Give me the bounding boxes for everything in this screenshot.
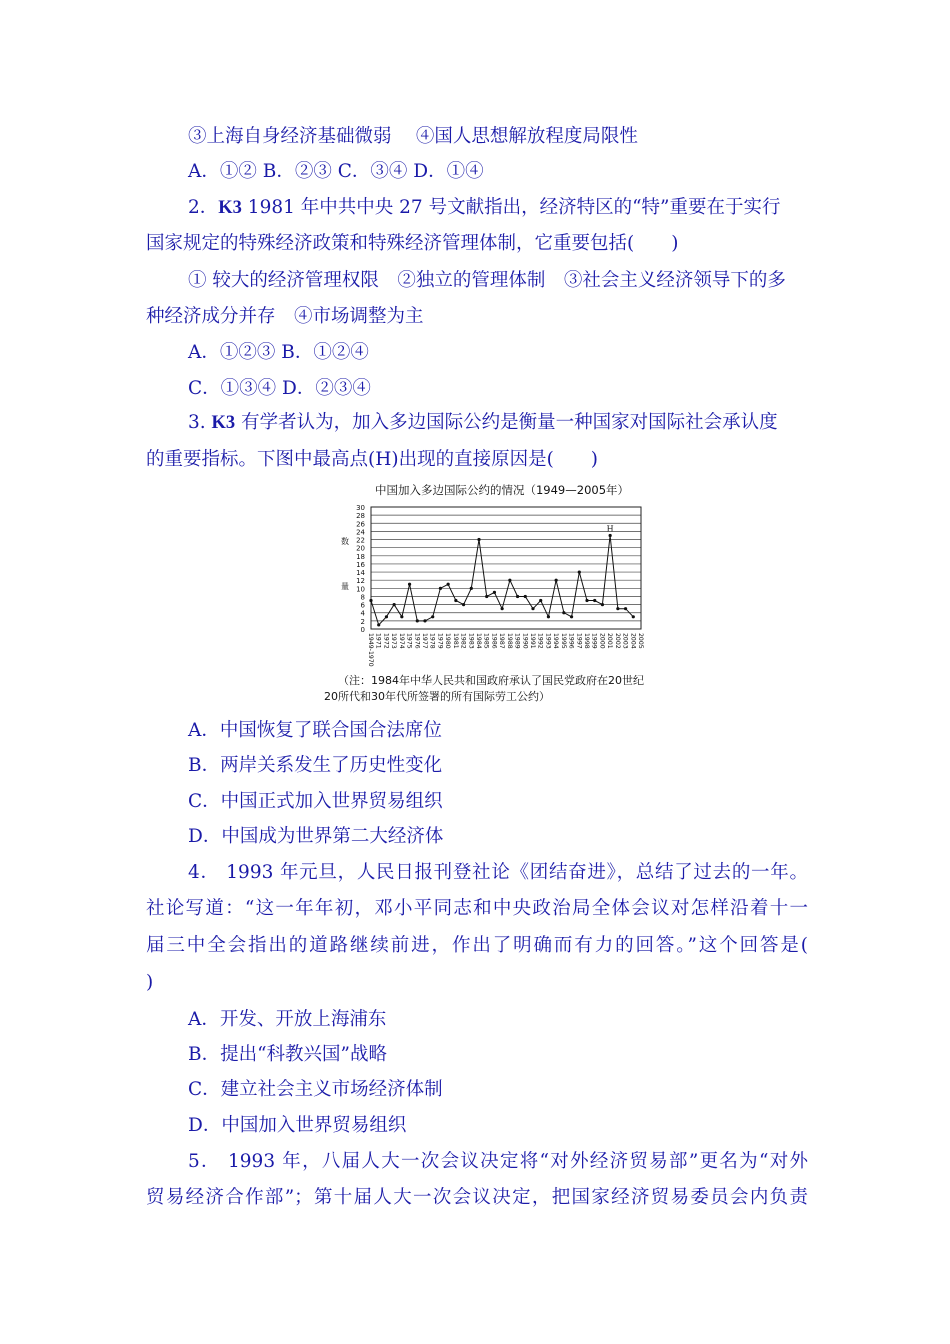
- data-point: [377, 623, 380, 626]
- q4-stem-line3: 届三中全会指出的道路继续前进，作出了明确而有力的回答。”这个回答是(: [146, 935, 808, 956]
- x-tick-label: 1991: [529, 633, 536, 649]
- data-point: [624, 607, 627, 610]
- y-tick-label: 24: [356, 528, 365, 537]
- y-tick-label: 14: [356, 569, 365, 578]
- data-point: [470, 587, 473, 590]
- data-point: [408, 583, 411, 586]
- q1-items-line: ③上海自身经济基础微弱 ④国人思想解放程度局限性: [188, 126, 638, 147]
- x-tick-label: 1983: [467, 633, 475, 649]
- peak-label: H: [606, 524, 614, 534]
- x-tick-label: 2005: [637, 633, 644, 649]
- y-tick-label: 0: [360, 626, 365, 634]
- y-tick-label: 10: [356, 585, 365, 594]
- q2-stem-line2: 国家规定的特殊经济政策和特殊经济管理体制，它重要包括( ): [146, 233, 679, 254]
- q4-option-b: B．提出“科教兴国”战略: [188, 1044, 388, 1065]
- data-point: [431, 615, 434, 618]
- x-tick-label: 1998: [583, 633, 590, 649]
- q3-option-c: C．中国正式加入世界贸易组织: [188, 791, 443, 812]
- data-point: [601, 603, 604, 606]
- x-tick-label: 1978: [428, 633, 436, 649]
- q2-items-line2: 种经济成分并存 ④市场调整为主: [146, 306, 424, 327]
- data-point: [423, 619, 426, 622]
- q4-stem-line2: 社论写道：“这一年年初，邓小平同志和中央政治局全体会议对怎样沿着十一: [146, 898, 808, 919]
- y-axis-label: 量: [341, 582, 349, 591]
- x-tick-label: 1975: [405, 633, 413, 649]
- q3-stem-line1: [188, 410, 778, 436]
- q2-stem-line1: [188, 195, 780, 221]
- x-tick-label: 2001: [606, 633, 614, 649]
- plot-frame: [371, 507, 641, 629]
- data-point: [493, 591, 496, 594]
- data-point: [555, 579, 558, 582]
- data-point: [508, 579, 511, 582]
- y-tick-label: 12: [356, 577, 365, 586]
- x-tick-label: 1996: [567, 633, 575, 649]
- data-point: [539, 599, 542, 602]
- q2-number: 2．: [188, 197, 219, 218]
- q1-options: A．①② B．②③ C．③④ D．①④: [188, 161, 484, 182]
- x-tick-label: 1985: [482, 633, 490, 649]
- data-point: [531, 607, 534, 610]
- x-tick-label: 2000: [598, 633, 606, 649]
- q4-stem-line1: 4． 1993 年元旦，人民日报刊登社论《团结奋进》，总结了过去的一年。: [188, 862, 808, 883]
- q2-items-line1: ① 较大的经济管理权限 ②独立的管理体制 ③社会主义经济领导下的多: [188, 270, 786, 291]
- q3-stem-text: 有学者认为，加入多边国际公约是衡量一种国家对国际社会承认度: [235, 412, 778, 433]
- x-tick-label: 1997: [575, 633, 583, 649]
- data-point: [609, 534, 612, 537]
- y-axis-label: 数: [341, 537, 349, 546]
- data-point: [369, 599, 372, 602]
- x-tick-label: 1974: [397, 633, 405, 649]
- q5-stem-line2: 贸易经济合作部”；第十届人大一次会议决定，把国家经济贸易委员会内负责: [146, 1187, 808, 1208]
- q2-options-line1: A．①②③ B．①②④: [188, 342, 369, 363]
- chart-note-line1: （注：1984年中华人民共和国政府承认了国民党政府在20世纪: [338, 674, 644, 687]
- data-point: [485, 595, 488, 598]
- x-tick-label: 1992: [536, 633, 544, 649]
- data-point: [501, 607, 504, 610]
- x-tick-label: 1980: [444, 633, 452, 649]
- data-point: [393, 603, 396, 606]
- x-tick-label: 1972: [382, 633, 390, 649]
- y-tick-label: 26: [356, 520, 365, 529]
- data-point: [462, 603, 465, 606]
- x-tick-label: 1988: [505, 633, 513, 649]
- x-tick-label: 1986: [490, 633, 498, 649]
- data-point: [562, 611, 565, 614]
- x-tick-label: 1976: [413, 633, 421, 649]
- x-tick-label: 1989: [513, 633, 521, 649]
- data-point: [400, 615, 403, 618]
- q3-stem-line2: 的重要指标。下图中最高点(H)出现的直接原因是( ): [146, 449, 599, 470]
- x-tick-label: 1977: [421, 633, 428, 649]
- x-tick-label: 2003: [621, 633, 629, 649]
- y-tick-label: 8: [360, 593, 365, 602]
- data-point: [439, 587, 442, 590]
- q3-tag: K3: [211, 413, 236, 433]
- data-point: [578, 570, 581, 573]
- chart-title: 中国加入多边国际公约的情况（1949—2005年）: [374, 483, 630, 497]
- x-tick-label: 1949-1970: [367, 633, 374, 667]
- x-tick-label: 2004: [629, 633, 637, 649]
- q2-stem-text: 1981 年中共中央 27 号文献指出，经济特区的“特”重要在于实行: [241, 197, 781, 218]
- x-tick-label: 1982: [459, 633, 467, 649]
- data-point: [570, 615, 573, 618]
- data-point: [416, 619, 419, 622]
- x-tick-label: 1993: [544, 633, 552, 649]
- data-point: [547, 615, 550, 618]
- q4-option-a: A．开发、开放上海浦东: [188, 1009, 387, 1030]
- q4-option-c: C．建立社会主义市场经济体制: [188, 1079, 443, 1100]
- y-tick-label: 28: [356, 512, 365, 521]
- y-tick-label: 2: [360, 617, 365, 626]
- chart-note-line2: 20所代和30年代所签署的所有国际劳工公约）: [324, 690, 550, 703]
- x-tick-label: 1979: [436, 633, 444, 649]
- data-point: [477, 538, 480, 541]
- q3-number: 3.: [188, 412, 212, 433]
- x-tick-label: 1995: [559, 633, 567, 649]
- data-point: [632, 615, 635, 618]
- y-tick-label: 4: [360, 609, 365, 618]
- q4-option-d: D．中国加入世界贸易组织: [188, 1115, 407, 1136]
- data-point: [385, 615, 388, 618]
- x-tick-label: 1987: [498, 633, 506, 649]
- x-tick-label: 1971: [374, 633, 382, 649]
- q3-option-a: A．中国恢复了联合国合法席位: [188, 720, 442, 741]
- x-tick-label: 1981: [451, 633, 459, 649]
- data-point: [516, 595, 519, 598]
- q2-options-line2: C．①③④ D．②③④: [188, 378, 371, 399]
- y-tick-label: 22: [356, 536, 365, 545]
- data-point: [447, 583, 450, 586]
- data-point: [585, 599, 588, 602]
- conventions-chart: [324, 480, 672, 705]
- q4-stem-line4: ): [146, 972, 154, 993]
- y-tick-label: 20: [356, 544, 365, 553]
- x-tick-label: 1990: [521, 633, 529, 649]
- q3-option-b: B．两岸关系发生了历史性变化: [188, 755, 443, 776]
- x-tick-label: 1973: [390, 633, 398, 649]
- q5-stem-line1: 5． 1993 年，八届人大一次会议决定将“对外经济贸易部”更名为“对外: [188, 1151, 808, 1172]
- x-tick-label: 1984: [475, 633, 482, 649]
- chart-plot: [332, 480, 672, 680]
- y-tick-label: 16: [356, 560, 365, 569]
- q2-tag: K3: [218, 198, 242, 218]
- q3-option-d: D．中国成为世界第二大经济体: [188, 826, 444, 847]
- x-tick-label: 1994: [552, 633, 560, 649]
- x-tick-label: 1999: [590, 633, 598, 649]
- data-point: [593, 599, 596, 602]
- y-tick-label: 6: [360, 601, 365, 610]
- data-point: [524, 595, 527, 598]
- y-tick-label: 18: [356, 552, 365, 561]
- y-tick-label: 30: [356, 504, 365, 512]
- data-point: [616, 607, 619, 610]
- data-point: [454, 599, 457, 602]
- x-tick-label: 2002: [613, 633, 621, 649]
